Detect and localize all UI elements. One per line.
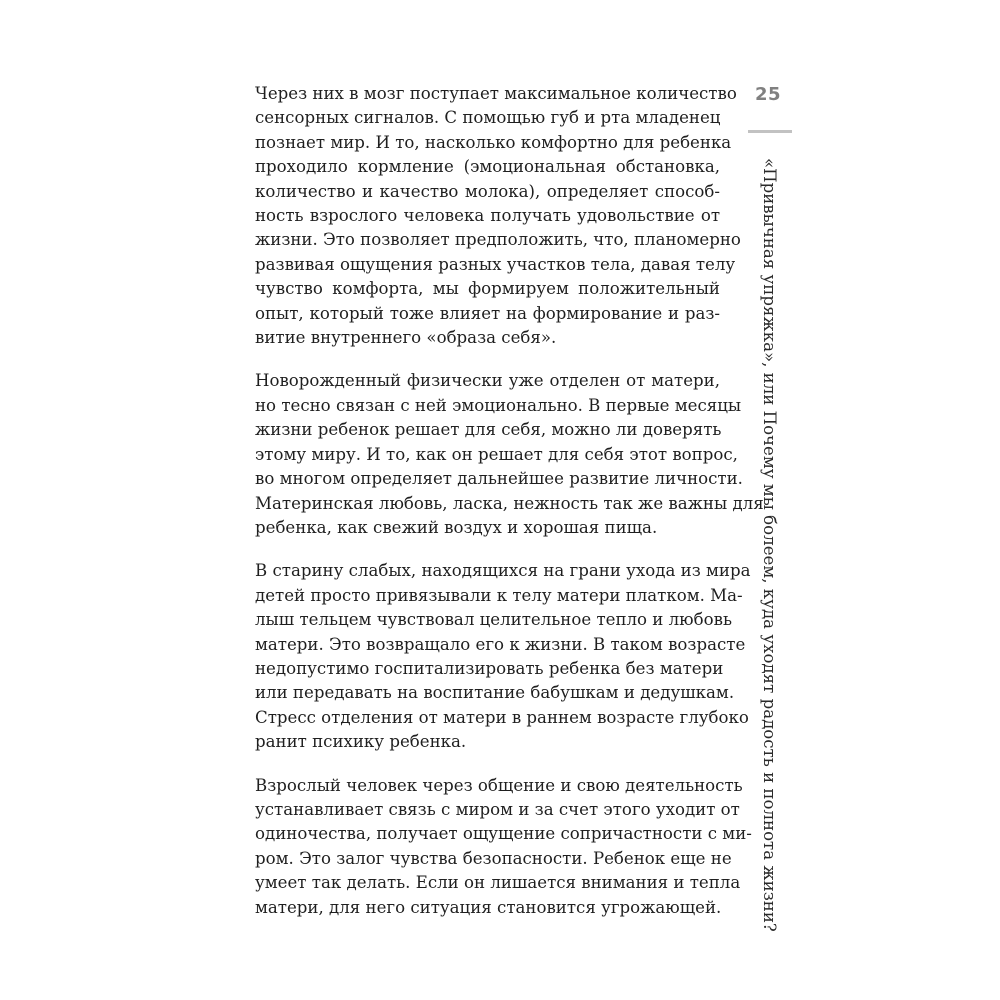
text-line: матери. Это возвращало его к жизни. В таком возрасте [255,634,746,654]
text-line: развивая ощущения разных участков тела, давая телу [255,254,736,274]
text-line: или передавать на воспитание бабушкам и дедушкам. [255,683,735,703]
text-line: опыт, который тоже влияет на формирование и раз- [255,303,720,323]
text-line: количество и качество молока), определяет способ- [255,181,720,201]
paragraph-2 [255,369,764,540]
paragraph-3 [255,559,751,754]
text-line: но тесно связан с ней эмоционально. В первые месяцы [255,395,742,415]
text-line: познает мир. И то, насколько комфортно для ребенка [255,132,732,152]
running-head-text: «Привычная упряжка», или Почему мы болеем, куда уходят радость и полнота жизни? [760,158,779,932]
text-line: лыш тельцем чувствовал целительное тепло и любовь [255,610,732,630]
text-line: ребенка, как свежий воздух и хорошая пища. [255,517,658,537]
text-line: жизни. Это позволяет предположить, что, планомерно [255,230,741,250]
body-text [255,82,764,939]
text-line: этому миру. И то, как он решает для себя этот вопрос, [255,444,738,464]
text-line: одиночества, получает ощущение сопричастности с ми- [255,824,752,844]
text-line: матери, для него ситуация становится угрожающей. [255,897,722,917]
text-line: детей просто привязывали к телу матери платком. Ма- [255,585,743,605]
text-line: устанавливает связь с миром и за счет этого уходит от [255,799,740,819]
header-divider [748,130,792,133]
text-line: проходило кормление (эмоциональная обстановка, [255,157,720,177]
text-line: Взрослый человек через общение и свою деятельность [255,775,743,795]
paragraph-1 [255,82,741,350]
text-line: Новорожденный физически уже отделен от матери, [255,371,720,391]
text-line: Стресс отделения от матери в раннем возрасте глубоко [255,707,749,727]
text-line: недопустимо госпитализировать ребенка без матери [255,658,724,678]
text-line: витие внутреннего «образа себя». [255,328,557,348]
text-line: жизни ребенок решает для себя, можно ли доверять [255,420,722,440]
page-number: 25 [754,84,782,105]
paragraph-4 [255,774,752,920]
text-line: сенсорных сигналов. С помощью губ и рта младенец [255,108,721,128]
text-line: ность взрослого человека получать удовольствие от [255,206,720,226]
text-line: ранит психику ребенка. [255,732,467,752]
text-line: В старину слабых, находящихся на грани ухода из мира [255,561,751,581]
text-line: ром. Это залог чувства безопасности. Ребенок еще не [255,848,732,868]
text-line: Через них в мозг поступает максимальное количество [255,84,737,103]
text-line: чувство комфорта, мы формируем положительный [255,279,720,299]
text-line: во многом определяет дальнейшее развитие личности. [255,469,743,489]
text-line: умеет так делать. Если он лишается внимания и тепла [255,873,741,893]
text-line: Материнская любовь, ласка, нежность так же важны для [255,493,764,513]
